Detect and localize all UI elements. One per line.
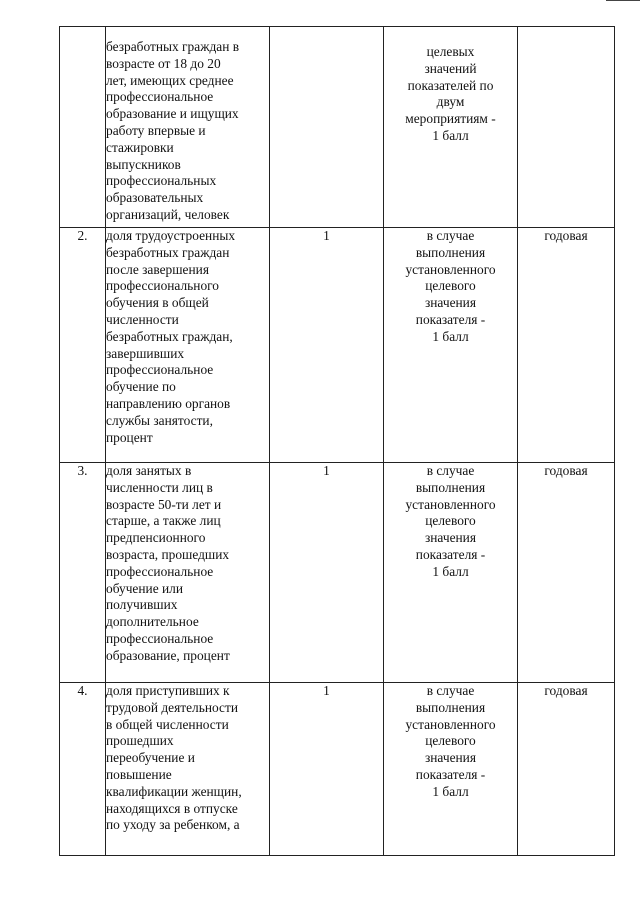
- row-number: 3.: [60, 463, 106, 683]
- corner-mark: [606, 0, 640, 1]
- reporting-period: годовая: [518, 228, 615, 463]
- indicator-table: [59, 26, 615, 856]
- row-number: [60, 27, 106, 228]
- indicator-value: 1: [270, 463, 384, 683]
- indicator-value: [270, 27, 384, 228]
- indicator-name: доля приступивших к трудовой деятельности в общей численности прошедших переобучение и повышение квалификации женщин, находящихся в отпуске по уходу за ребенком, а: [106, 683, 270, 856]
- indicator-name: доля занятых в численности лиц в возрасте 50-ти лет и старше, а также лиц предпенсионного возраста, прошедших профессиональное обучение или получивших дополнительное профессиональное образование, процент: [106, 463, 270, 683]
- row-number: 2.: [60, 228, 106, 463]
- evaluation-criterion: в случае выполнения установленного целевого значения показателя - 1 балл: [384, 463, 518, 683]
- table-row: [60, 27, 615, 228]
- reporting-period: [518, 27, 615, 228]
- row-number: 4.: [60, 683, 106, 856]
- indicator-value: 1: [270, 683, 384, 856]
- table-row: [60, 463, 615, 683]
- reporting-period: годовая: [518, 463, 615, 683]
- evaluation-criterion: целевых значений показателей по двум мероприятиям - 1 балл: [384, 27, 518, 228]
- indicator-name: безработных граждан в возрасте от 18 до 20 лет, имеющих среднее профессиональное образование и ищущих работу впервые и стажировки выпускников профессиональных образовательных организаций, человек: [106, 27, 270, 228]
- indicator-value: 1: [270, 228, 384, 463]
- indicator-name: доля трудоустроенных безработных граждан после завершения профессионального обучения в общей численности безработных граждан, завершивших профессиональное обучение по направлению органов службы занятости, процент: [106, 228, 270, 463]
- table-row: [60, 683, 615, 856]
- reporting-period: годовая: [518, 683, 615, 856]
- evaluation-criterion: в случае выполнения установленного целевого значения показателя - 1 балл: [384, 228, 518, 463]
- table-row: [60, 228, 615, 463]
- evaluation-criterion: в случае выполнения установленного целевого значения показателя - 1 балл: [384, 683, 518, 856]
